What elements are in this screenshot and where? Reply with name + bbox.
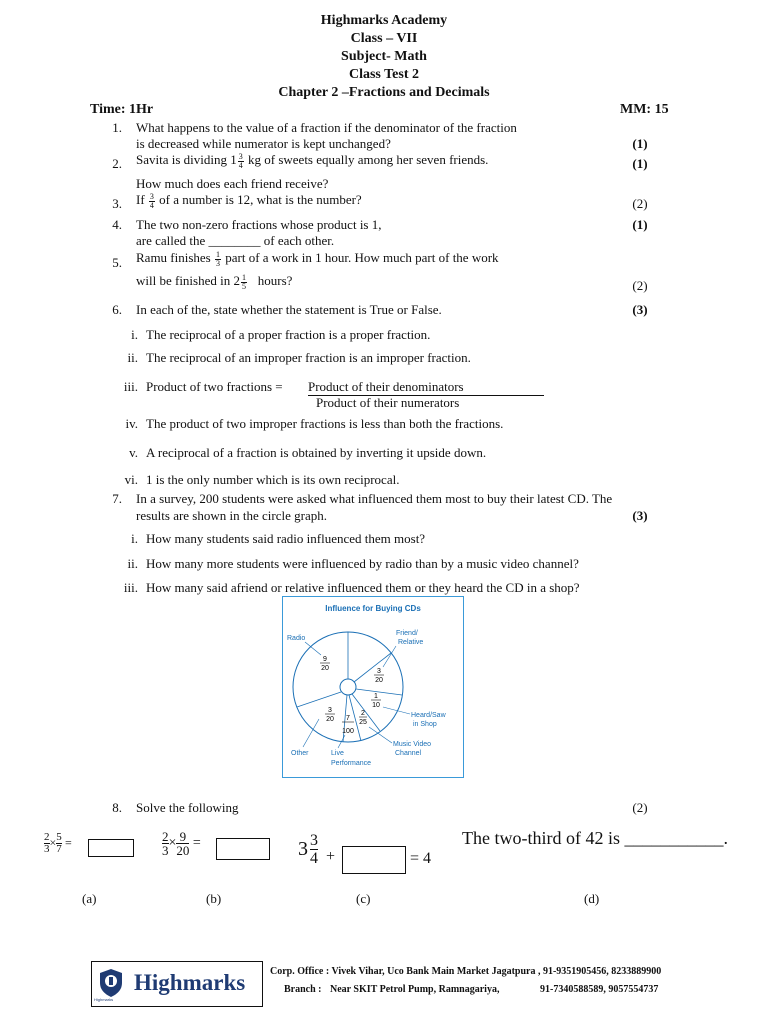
sector-divider: [297, 692, 341, 707]
subject-label: Subject- Math: [341, 49, 427, 64]
solve-d-text: The two-third of 42 is ___________.: [462, 828, 728, 848]
q8-number: 8.: [112, 800, 122, 815]
q6-item-number: v.: [129, 445, 138, 460]
q6-item-text: 1 is the only number which is its own reciprocal.: [146, 472, 400, 487]
q7-marks: (3): [632, 508, 648, 523]
label-heard: Heard/Saw: [411, 712, 446, 719]
q2-post: kg of sweets equally among her seven friends.: [248, 152, 489, 167]
fraction: $\frac{9}{20}$: [176, 829, 190, 858]
circle-graph-svg: [283, 597, 463, 777]
q2-line1: [136, 152, 488, 170]
q5-line2: will be finished in 2 $\frac{1}{5}$ hours?: [136, 272, 293, 291]
q8-text: Solve the following: [136, 800, 239, 815]
solve-c-equals: = 4: [410, 850, 432, 867]
solve-c-fraction: 3 4: [310, 832, 318, 867]
label-d: (d): [584, 891, 600, 906]
branch-address: Near SKIT Petrol Pump, Ramnagariya,: [330, 984, 500, 995]
highmarks-logo: [94, 968, 124, 1002]
music-fraction-d: 25: [359, 719, 367, 726]
chapter-title: Chapter 2 –Fractions and Decimals: [278, 85, 490, 100]
branch-phone: 91-7340588589, 9057554737: [540, 984, 659, 995]
fraction: $\frac{5}{7}$: [56, 831, 62, 855]
live-fraction-n: 7: [346, 715, 350, 722]
q2-line2: How much does each friend receive?: [136, 176, 329, 191]
q4-line2: are called the ________ of each other.: [136, 233, 335, 248]
q7-item-text: How many students said radio influenced them most?: [146, 531, 426, 546]
heard-fraction-d: 10: [372, 702, 380, 709]
max-marks: MM: 15: [620, 102, 669, 117]
label-b: (b): [206, 891, 222, 906]
q1-line1: What happens to the value of a fraction if the denominator of the fraction: [136, 120, 517, 135]
q2-number: 2.: [112, 156, 122, 171]
solve-c-plus: +: [326, 848, 336, 865]
answer-box-b[interactable]: [216, 838, 270, 860]
solve-a-expression: $\frac{2}{3}\times$ $\frac{5}{7}$ =: [44, 831, 72, 855]
q6-marks: (3): [632, 302, 648, 317]
q2-marks: (1): [632, 156, 648, 171]
heard-fraction-n: 1: [374, 693, 378, 700]
q5-line1: Ramu finishes $\frac{1}{3}$ part of a work in 1 hour. How much part of the work: [136, 249, 499, 268]
label-channel: Channel: [395, 750, 422, 757]
fraction: $\frac{2}{3}$: [162, 829, 169, 858]
pie-center: [340, 679, 356, 695]
time-label: Time: 1Hr: [90, 102, 154, 117]
q6-item-number: iii.: [123, 379, 138, 394]
test-label: Class Test 2: [348, 67, 420, 82]
q7-item-number: ii.: [127, 556, 138, 571]
label-c: (c): [356, 891, 371, 906]
q6-item-text: The product of two improper fractions is less than both the fractions.: [146, 416, 504, 431]
q7-number: 7.: [112, 491, 122, 506]
q7-item-number: iii.: [123, 580, 138, 595]
other-fraction-n: 3: [328, 707, 332, 714]
q5-marks: (2): [632, 278, 648, 293]
logo-caption: Highmarks: [94, 997, 114, 1002]
figure-title: Influence for Buying CDs: [325, 604, 421, 613]
q6-item-text: The reciprocal of a proper fraction is a proper fraction.: [146, 327, 431, 342]
q6-item-text: The reciprocal of an improper fraction is an improper fraction.: [146, 350, 471, 365]
q2-pre: Savita is dividing 1: [136, 152, 237, 167]
other-fraction-d: 20: [326, 716, 334, 723]
branch-label: Branch :: [284, 984, 322, 995]
label-live: Live: [331, 750, 344, 757]
sector-divider: [354, 653, 391, 682]
label-relative: Relative: [398, 639, 424, 646]
q3-number: 3.: [112, 196, 122, 211]
q4-line1: The two non-zero fractions whose product is 1,: [136, 217, 382, 232]
friend-fraction-n: 3: [377, 668, 381, 675]
label-other: Other: [291, 750, 309, 757]
solve-b-expression: $\frac{2}{3}\times$ $\frac{9}{20}$ =: [162, 829, 201, 858]
q5-mixed-fraction: $\frac{1}{5}$: [242, 272, 246, 291]
q6-text: In each of the, state whether the statement is True or False.: [136, 302, 442, 317]
q6-item-text: A reciprocal of a fraction is obtained by inverting it upside down.: [146, 445, 487, 460]
answer-box-a[interactable]: [88, 839, 134, 857]
q6-item-number: vi.: [124, 472, 138, 487]
q4-marks: (1): [632, 217, 648, 232]
label-radio: Radio: [287, 635, 306, 642]
friend-fraction-d: 20: [375, 677, 383, 684]
q5-fraction: $\frac{1}{3}$: [216, 249, 220, 268]
leader-line: [369, 727, 392, 743]
q3-line: If $\frac{3}{4}$ of a number is 12, what is the number?: [136, 191, 362, 210]
class-label: Class – VII: [350, 31, 418, 46]
q7-line2: results are shown in the circle graph.: [136, 508, 327, 523]
solve-c-whole: 3: [298, 838, 308, 860]
q6-item-text: Product of two fractions =: [146, 379, 283, 394]
radio-fraction-n: 9: [323, 656, 327, 663]
sector-divider: [356, 689, 402, 695]
q6-number: 6.: [112, 302, 122, 317]
label-performance: Performance: [331, 760, 372, 767]
q7-item-text: How many more students were influenced by radio than by a music video channel?: [146, 556, 579, 571]
q7-item-number: i.: [131, 531, 138, 546]
q3-fraction: $\frac{3}{4}$: [149, 191, 154, 210]
q6-item-number: ii.: [127, 350, 138, 365]
school-name: Highmarks Academy: [320, 13, 448, 28]
q6-item-number: iv.: [125, 416, 138, 431]
q4-number: 4.: [112, 217, 122, 232]
q8-marks: (2): [632, 800, 648, 815]
footer-logo-box: [91, 961, 263, 1007]
answer-box-c[interactable]: [342, 846, 406, 874]
q1-marks: (1): [632, 136, 648, 151]
radio-fraction-d: 20: [321, 665, 329, 672]
corp-office-address: Corp. Office : Vivek Vihar, Uco Bank Main Market Jagatpura , 91-9351905456, 8233889900: [270, 966, 662, 977]
label-music-video: Music Video: [393, 741, 432, 748]
live-fraction-d: 100: [342, 728, 354, 735]
q1-line2: is decreased while numerator is kept unchanged?: [136, 136, 391, 151]
q7-item-text: How many said afriend or relative influenced them or they heard the CD in a shop?: [146, 580, 580, 595]
label-friend: Friend/: [396, 630, 418, 637]
q6-fraction-numerator: Product of their denominators: [308, 379, 544, 396]
q3-marks: (2): [632, 196, 648, 211]
fraction: $\frac{2}{3}$: [44, 831, 50, 855]
q2-fraction: $\frac{3}{4}$: [238, 151, 243, 170]
q6-item-number: i.: [131, 327, 138, 342]
q7-line1: In a survey, 200 students were asked what influenced them most to buy their latest CD. The: [136, 491, 613, 506]
brand-name: Highmarks: [134, 970, 246, 995]
shield-icon: [98, 968, 124, 998]
leader-line: [303, 719, 319, 747]
label-in-shop: in Shop: [413, 721, 437, 728]
circle-graph-figure: [282, 596, 464, 778]
label-a: (a): [82, 891, 97, 906]
music-fraction-n: 2: [361, 710, 365, 717]
q6-fraction-denominator: Product of their numerators: [316, 395, 460, 410]
q5-number: 5.: [112, 255, 122, 270]
q1-number: 1.: [112, 120, 122, 135]
